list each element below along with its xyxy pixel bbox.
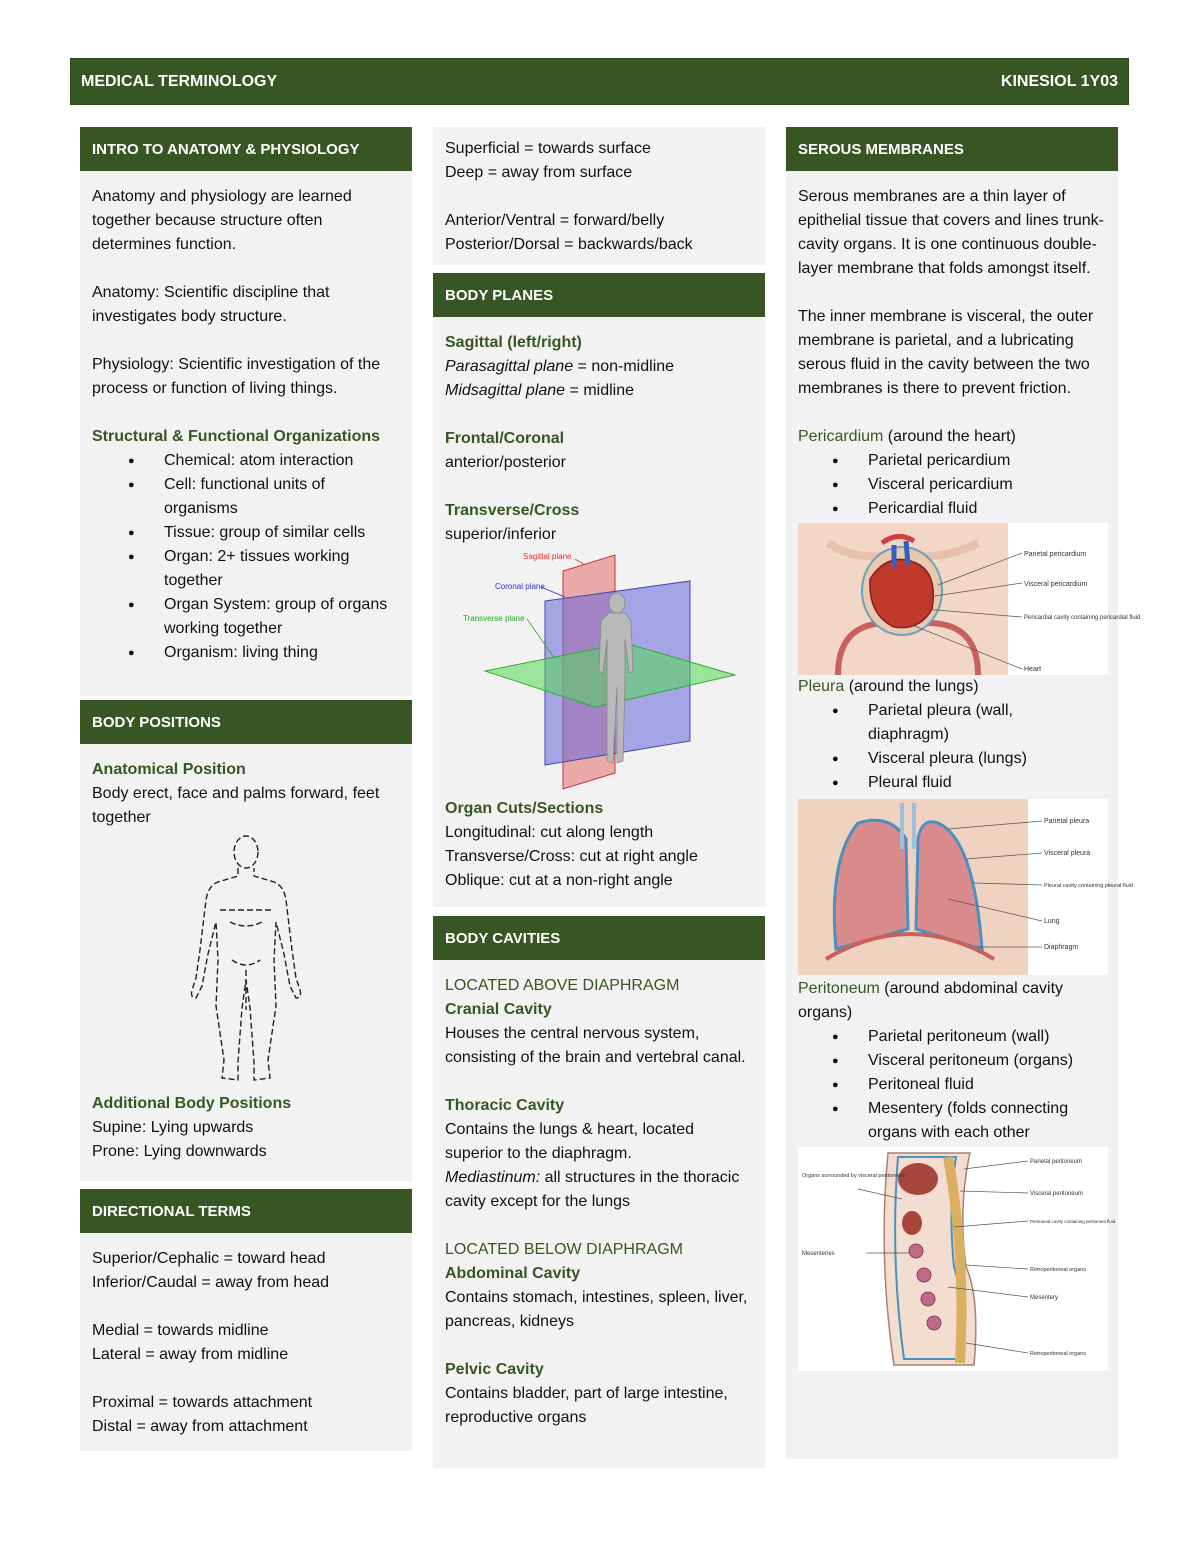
list-item: ● Pleural fluid [832, 771, 1106, 795]
list-item: ● Visceral pleura (lungs) [832, 747, 1106, 771]
serous-p2: The inner membrane is visceral, the outer membrane is parietal, and a lubricating serous fluid in the cavity between the two membranes is there to prevent friction. [798, 308, 1094, 397]
pericardium-title: Pericardium [798, 428, 884, 445]
sagittal-title: Sagittal (left/right) [445, 334, 582, 351]
dir-line: Medial = towards midline [92, 1322, 269, 1339]
list-item: ● Peritoneal fluid [832, 1073, 1106, 1097]
pleura-title: Pleura [798, 678, 845, 695]
abd-label-organs: Organs surrounded by visceral peritoneum [802, 1173, 906, 1179]
midsagittal-text: = midline [565, 382, 634, 399]
org-title: Structural & Functional Organizations [92, 428, 381, 445]
coronal-plane-label: Coronal plane [495, 582, 545, 591]
dir-line: Inferior/Caudal = away from head [92, 1274, 330, 1291]
lung-label-visceral: Visceral pleura [1044, 850, 1091, 857]
list-item: ● Mesentery (folds connecting organs with each other [832, 1097, 1106, 1145]
peritoneum-sub: (around abdominal cavity organs) [798, 980, 1064, 1021]
additional-positions-title: Additional Body Positions [92, 1095, 292, 1112]
midsagittal-label: Midsagittal plane [445, 382, 566, 399]
course-code: KINESIOL 1Y03 [1000, 72, 1118, 90]
pericardium-sub: (around the heart) [883, 428, 1016, 445]
list-item: ● Parietal pleura (wall, diaphragm) [832, 699, 1032, 747]
transverse-title: Transverse/Cross [445, 502, 580, 519]
thoracic-text: Contains the lungs & heart, located superior to the diaphragm. [445, 1121, 695, 1162]
list-item: ● Parietal pericardium [832, 449, 1106, 473]
cranial-text: Houses the central nervous system, consisting of the brain and vertebral canal. [445, 1025, 746, 1066]
section-header-planes: BODY PLANES [433, 273, 765, 317]
pelvic-title: Pelvic Cavity [445, 1361, 544, 1378]
abd-label-retro2: Retroperitoneal organs [1030, 1351, 1086, 1357]
heart-label-parietal: Parietal pericardium [1024, 551, 1087, 558]
peritoneum-title: Peritoneum [798, 980, 880, 997]
intro-p2: Anatomy: Scientific discipline that investigates body structure. [92, 284, 330, 325]
intro-p1: Anatomy and physiology are learned together because structure often determines function. [92, 188, 352, 253]
section-header-serous: SEROUS MEMBRANES [786, 127, 1118, 171]
column-1 [80, 127, 412, 1451]
heart-label-visceral: Visceral pericardium [1024, 581, 1088, 588]
mediastinum-label: Mediastinum: [445, 1169, 541, 1186]
serous-p1: Serous membranes are a thin layer of epithelial tissue that covers and lines trunk-cavity organs. It is one continuous double-layer membrane that folds amongst itself. [798, 188, 1104, 277]
abd-label-parietal: Parietal peritoneum [1030, 1159, 1083, 1165]
peritoneum-line [798, 977, 1106, 1025]
abd-label-retro1: Retroperitoneal organs [1030, 1267, 1086, 1273]
midsagittal-line [445, 379, 753, 403]
peritoneum-figure [798, 1147, 1116, 1371]
thoracic-title: Thoracic Cavity [445, 1097, 565, 1114]
dir-line: Superficial = towards surface [445, 140, 651, 157]
list-item: ● Organ System: group of organs working together [128, 593, 400, 641]
lung-label-cavity: Pleural cavity containing pleural fluid [1044, 883, 1133, 889]
page-title: MEDICAL TERMINOLOGY [81, 72, 278, 90]
planes-panel [433, 317, 765, 907]
abd-label-cavity: Peritoneal cavity containing peritoneal fluid [1030, 1219, 1116, 1224]
parasagittal-text: = non-midline [573, 358, 675, 375]
pleura-line [798, 675, 1106, 699]
dir-line: Anterior/Ventral = forward/belly [445, 212, 665, 229]
pleura-sub: (around the lungs) [844, 678, 979, 695]
lung-label-parietal: Parietal pleura [1044, 818, 1090, 825]
cavities-panel [433, 960, 765, 1468]
anatomical-text: Body erect, face and palms forward, feet together [92, 785, 380, 826]
anatomical-title: Anatomical Position [92, 761, 246, 778]
prone-text: Prone: Lying downwards [92, 1143, 267, 1160]
heart-label-heart: Heart [1024, 666, 1042, 673]
cranial-title: Cranial Cavity [445, 1001, 552, 1018]
list-item: ● Cell: functional units of organisms [128, 473, 400, 521]
cut-line: Oblique: cut at a non-right angle [445, 872, 673, 889]
list-item: ● Chemical: atom interaction [128, 449, 400, 473]
dir-line: Deep = away from surface [445, 164, 633, 181]
cut-line: Transverse/Cross: cut at right angle [445, 848, 698, 865]
body-planes-figure [445, 551, 753, 791]
page-header [70, 58, 1129, 105]
cuts-title: Organ Cuts/Sections [445, 800, 604, 817]
sagittal-plane-label: Sagittal plane [523, 552, 572, 561]
parasagittal-label: Parasagittal plane [445, 358, 574, 375]
org-list [128, 449, 400, 665]
frontal-title: Frontal/Coronal [445, 430, 565, 447]
peritoneum-list [832, 1025, 1106, 1145]
above-diaphragm: LOCATED ABOVE DIAPHRAGM [445, 977, 680, 994]
serous-panel [786, 171, 1141, 1459]
list-item: ● Tissue: group of similar cells [128, 521, 400, 545]
abd-label-mesentery: Mesentery [1030, 1295, 1059, 1301]
abd-label-mesenteries: Mesenteries [802, 1251, 835, 1257]
dir-line: Posterior/Dorsal = backwards/back [445, 236, 693, 253]
positions-panel [80, 744, 412, 1181]
section-header-positions: BODY POSITIONS [80, 700, 412, 744]
list-item: ● Visceral pericardium [832, 473, 1106, 497]
lung-label-lung: Lung [1044, 918, 1060, 925]
abdominal-title: Abdominal Cavity [445, 1265, 581, 1282]
frontal-text: anterior/posterior [445, 454, 566, 471]
pleura-list [832, 699, 1106, 795]
pericardium-line [798, 425, 1106, 449]
mediastinum-line [445, 1166, 753, 1214]
pericardium-figure [798, 523, 1141, 675]
below-diaphragm: LOCATED BELOW DIAPHRAGM [445, 1241, 683, 1258]
list-item: ● Visceral peritoneum (organs) [832, 1049, 1106, 1073]
dir-line: Proximal = towards attachment [92, 1394, 313, 1411]
section-header-cavities: BODY CAVITIES [433, 916, 765, 960]
pelvic-text: Contains bladder, part of large intestine, reproductive organs [445, 1385, 728, 1426]
pleura-figure [798, 799, 1133, 975]
direction-cont-panel [433, 127, 765, 265]
section-header-intro: INTRO TO ANATOMY & PHYSIOLOGY [80, 127, 412, 171]
abd-label-visceral: Visceral peritoneum [1030, 1191, 1083, 1197]
pericardium-list [832, 449, 1106, 521]
column-3 [786, 127, 1141, 1459]
list-item: ● Pericardial fluid [832, 497, 1106, 521]
section-header-directional: DIRECTIONAL TERMS [80, 1189, 412, 1233]
dir-line: Distal = away from attachment [92, 1418, 308, 1435]
list-item: ● Parietal peritoneum (wall) [832, 1025, 1106, 1049]
mediastinum-text: all structures in the thoracic cavity except for the lungs [445, 1169, 740, 1210]
abdominal-text: Contains stomach, intestines, spleen, liver, pancreas, kidneys [445, 1289, 748, 1330]
directional-panel [80, 1233, 412, 1451]
transverse-text: superior/inferior [445, 526, 557, 543]
column-2 [433, 127, 765, 1468]
heart-label-cavity: Pericardial cavity containing pericardial fluid [1024, 615, 1141, 621]
dir-line: Lateral = away from midline [92, 1346, 289, 1363]
anatomical-figure-icon [92, 830, 400, 1092]
intro-p3: Physiology: Scientific investigation of the process or function of living things. [92, 356, 381, 397]
parasagittal-line [445, 355, 753, 379]
supine-text: Supine: Lying upwards [92, 1119, 254, 1136]
intro-panel [80, 171, 412, 696]
list-item: ● Organ: 2+ tissues working together [128, 545, 400, 593]
dir-line: Superior/Cephalic = toward head [92, 1250, 326, 1267]
lung-label-diaphragm: Diaphragm [1044, 944, 1079, 951]
list-item: ● Organism: living thing [128, 641, 400, 665]
transverse-plane-label: Transverse plane [463, 614, 525, 623]
cut-line: Longitudinal: cut along length [445, 824, 654, 841]
